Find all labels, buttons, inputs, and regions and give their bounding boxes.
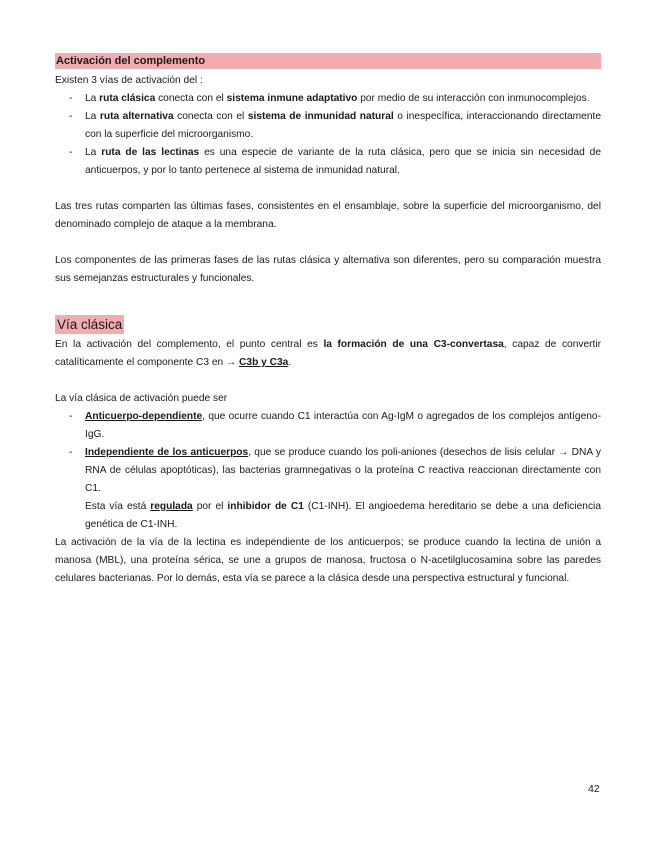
paragraph-components: Los componentes de las primeras fases de las rutas clásica y alternativa son diferentes, pero su comparación muestra sus semejanzas estructurales y funcionales.: [55, 255, 601, 284]
list-item: - Anticuerpo-dependiente, que ocurre cuando C1 interactúa con Ag-IgM o agregados de los complejos antígeno-IgG.: [85, 408, 601, 444]
list-item: - La ruta de las lectinas es una especie de variante de la ruta clásica, pero que se inicia sin necesidad de anticuerpos, y por lo tanto pertenece al sistema de inmunidad natural.: [85, 144, 601, 180]
classical-types-list: [55, 408, 601, 534]
page-number: 42: [588, 783, 600, 795]
list-item: - Independiente de los anticuerpos, que se produce cuando los poli-aniones (desechos de lisis celular → DNA y RNA de células apoptóticas), las bacterias gramnegativas o la proteína C reactiva reaccionan directamente con C1. Esta vía está regulada por el inhibidor de C1 (C1-INH). El angioedema hereditario se debe a una deficiencia genética de C1-INH.: [85, 444, 601, 534]
list-item: - La ruta alternativa conecta con el sistema de inmunidad natural o inespecífica, interaccionando directamente con la superficie del microorganismo.: [85, 108, 601, 144]
list-item: - La ruta clásica conecta con el sistema inmune adaptativo por medio de su interacción con inmunocomplejos.: [85, 90, 601, 108]
intro-text: Existen 3 vías de activación del :: [55, 75, 203, 86]
paragraph-lectin-pathway: La activación de la vía de la lectina es independiente de los anticuerpos; se produce cuando la lectina de unión a manosa (MBL), una proteína sérica, se une a grupos de manosa, fructosa o N-acetilglucosamina sobre las paredes celulares bacterianas. Por lo demás, esta vía se parece a la clásica desde una perspectiva estructural y funcional.: [55, 537, 601, 584]
regulation-note: Esta vía está regulada por el inhibidor de C1 (C1-INH). El angioedema hereditario se debe a una deficiencia genética de C1-INH.: [85, 501, 601, 530]
paragraph-c3-convertasa: En la activación del complemento, el punto central es la formación de una C3-convertasa, capaz de convertir catalíticamente el componente C3 en → C3b y C3a.: [55, 339, 602, 368]
section-heading-activacion: Activación del complemento: [55, 53, 601, 69]
paragraph-shared-phases: Las tres rutas comparten las últimas fases, consistentes en el ensamblaje, sobre la superficie del microorganismo, del denominado complejo de ataque a la membrana.: [55, 201, 601, 230]
paragraph-via-clasica-intro: La vía clásica de activación puede ser: [55, 393, 228, 404]
activation-routes-list: [55, 90, 601, 180]
document-page: [55, 53, 601, 588]
section-heading-via-clasica: Vía clásica: [57, 317, 123, 332]
